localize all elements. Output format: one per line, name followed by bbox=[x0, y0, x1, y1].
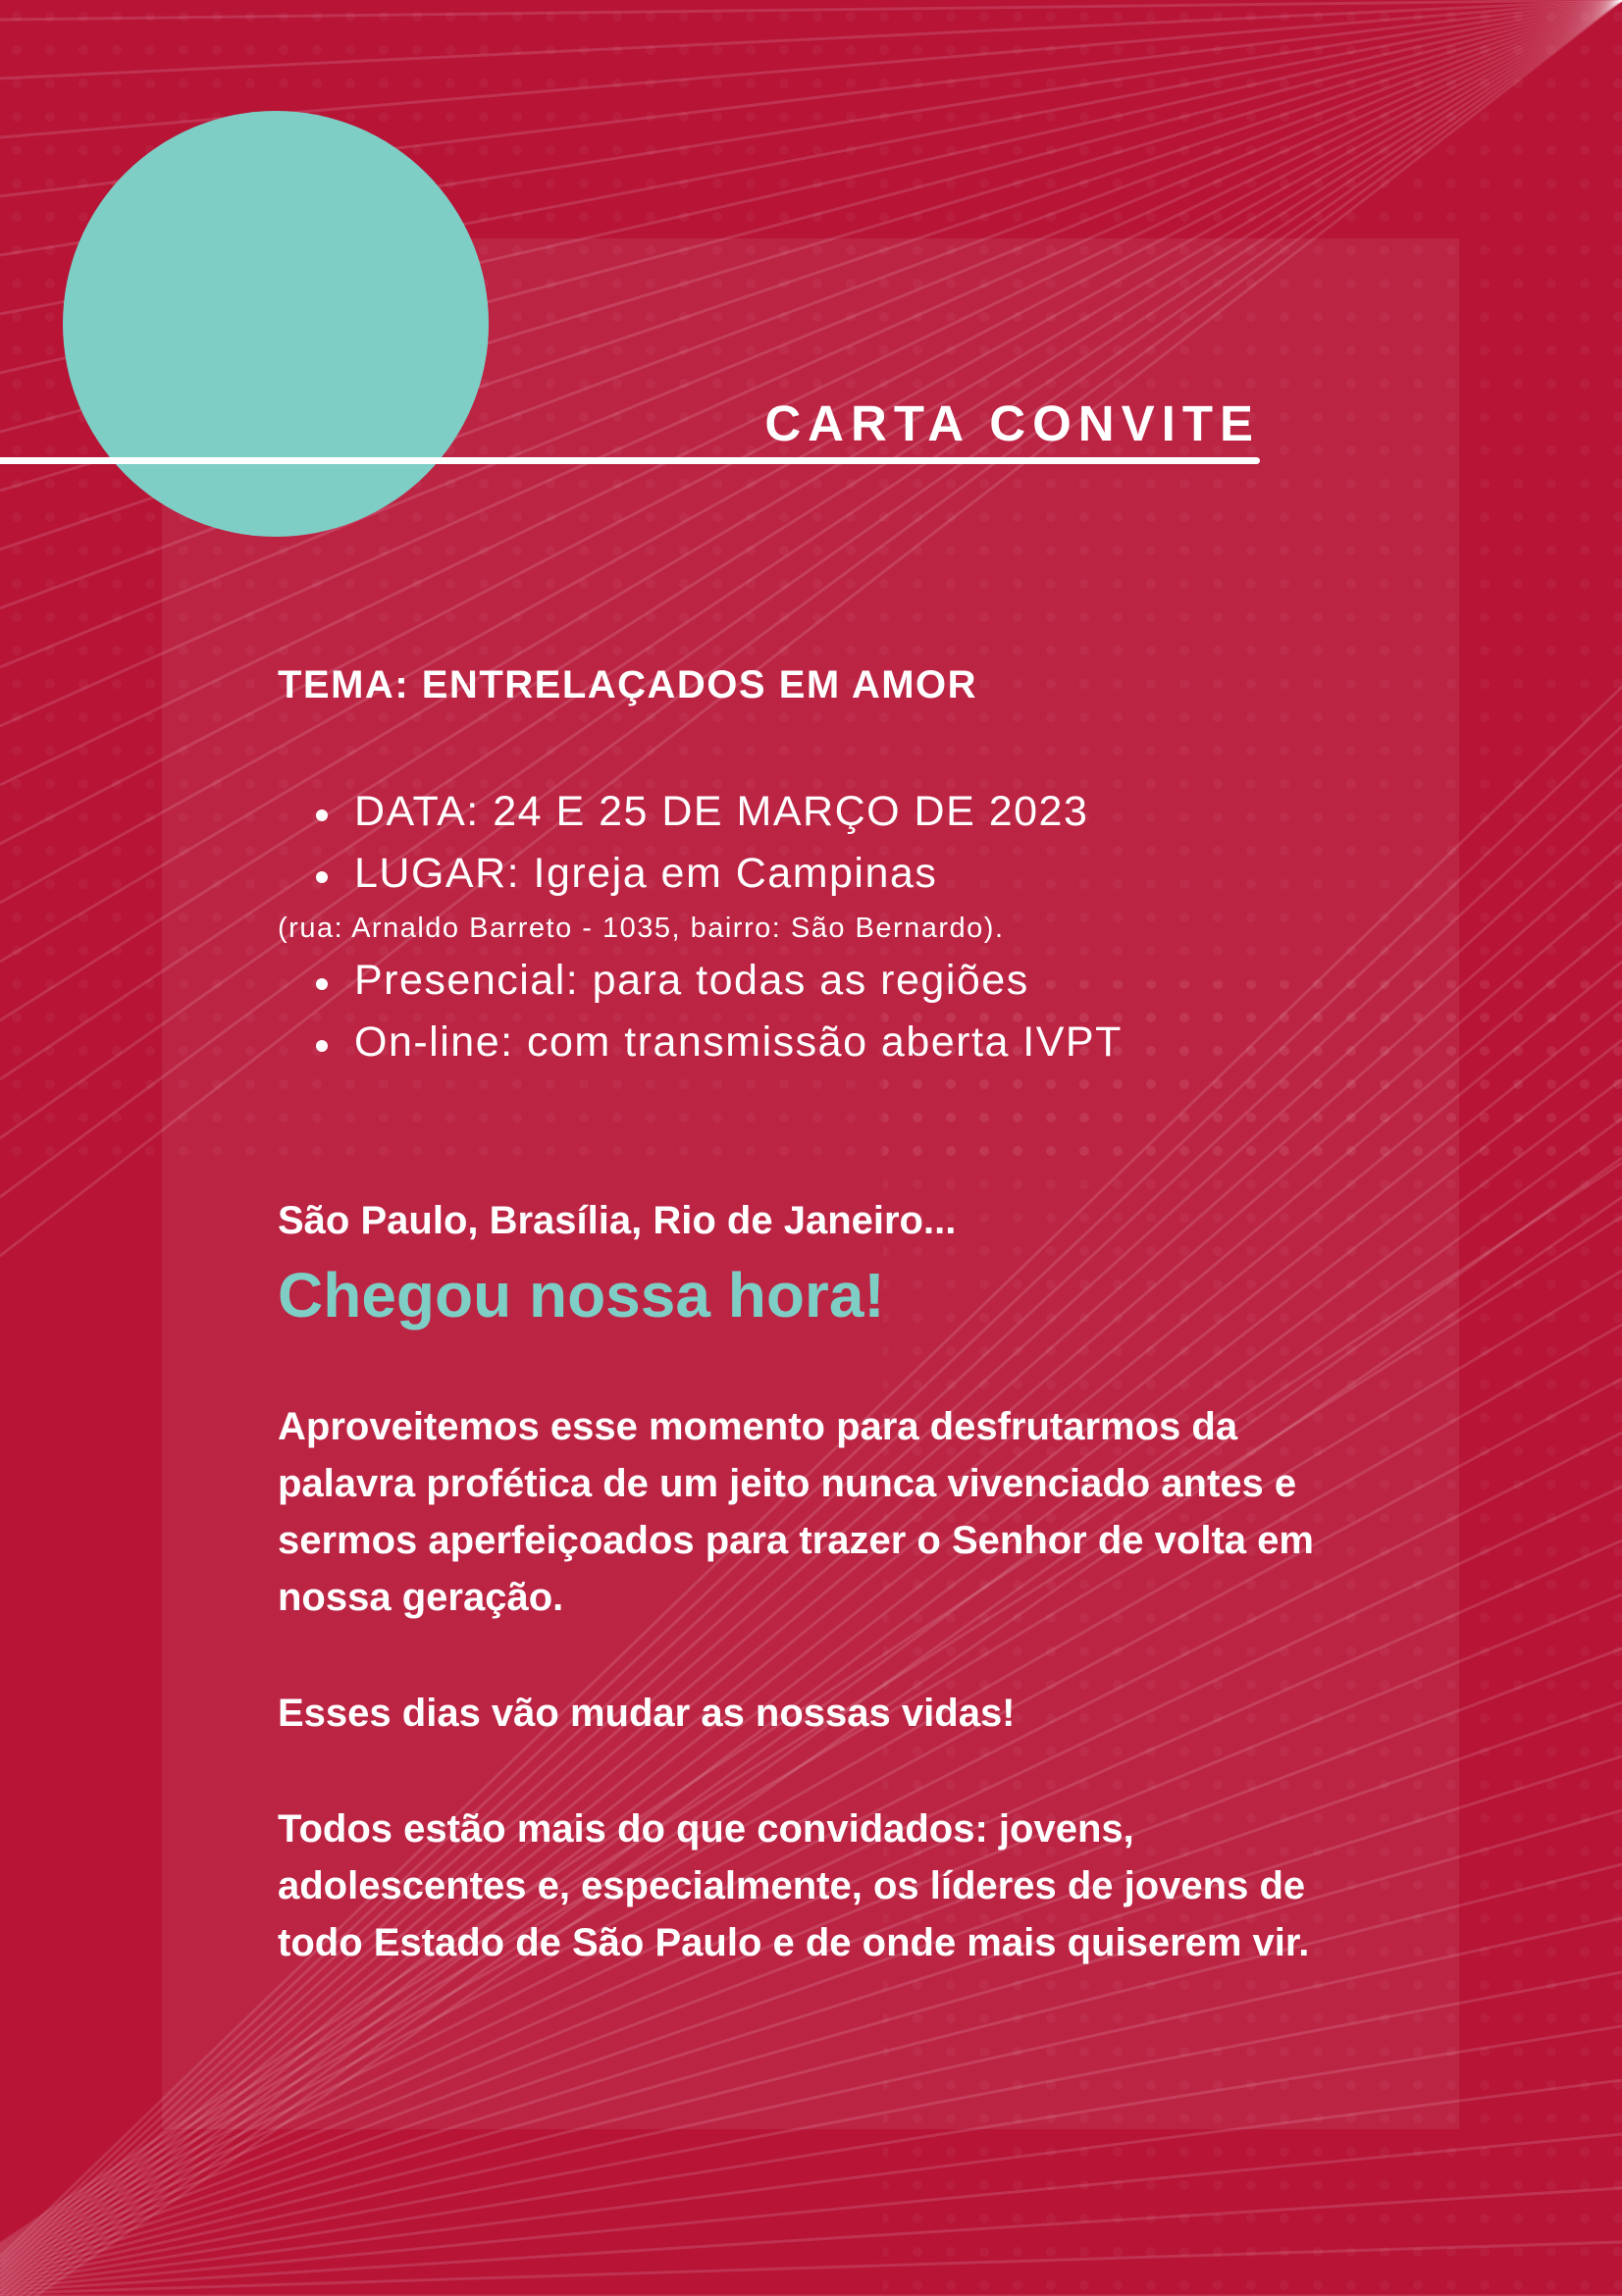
bullet-presencial-text: Presencial: para todas as regiões bbox=[354, 957, 1029, 1004]
address-text: (rua: Arnaldo Barreto - 1035, bairro: São Bernardo). bbox=[278, 913, 1005, 944]
paragraph-invitees: Todos estão mais do que convidados: jovens, adolescentes e, especialmente, os líderes de jovens de todo Estado de São Paulo e de onde mais quiserem vir. bbox=[278, 1807, 1310, 1964]
theme-heading: TEMA: ENTRELAÇADOS EM AMOR bbox=[278, 663, 978, 706]
title-underline bbox=[0, 457, 1260, 464]
bullet-dot-icon bbox=[316, 809, 328, 821]
paragraph-change: Esses dias vão mudar as nossas vidas! bbox=[278, 1692, 1016, 1735]
bullet-place-text: LUGAR: Igreja em Campinas bbox=[354, 850, 938, 897]
bullet-presencial bbox=[354, 957, 1029, 1005]
bullet-date bbox=[354, 788, 1088, 836]
bullet-dot-icon bbox=[316, 871, 328, 883]
page-title: CARTA CONVITE bbox=[764, 395, 1260, 451]
paragraph-intro: Aproveitemos esse momento para desfrutarmos da palavra profética de um jeito nunca vivenciado antes e sermos aperfeiçoados para trazer o Senhor de volta em nossa geração. bbox=[278, 1405, 1314, 1619]
bullet-place bbox=[354, 850, 937, 898]
bullet-dot-icon bbox=[316, 1040, 328, 1052]
bullet-online-text: On-line: com transmissão aberta IVPT bbox=[354, 1018, 1123, 1066]
bullet-online bbox=[354, 1018, 1123, 1067]
headline: Chegou nossa hora! bbox=[278, 1260, 885, 1331]
bullet-date-text: DATA: 24 E 25 DE MARÇO DE 2023 bbox=[354, 788, 1089, 835]
decorative-circle bbox=[63, 111, 489, 537]
bullet-dot-icon bbox=[316, 978, 328, 990]
cities-text: São Paulo, Brasília, Rio de Janeiro... bbox=[278, 1199, 957, 1242]
